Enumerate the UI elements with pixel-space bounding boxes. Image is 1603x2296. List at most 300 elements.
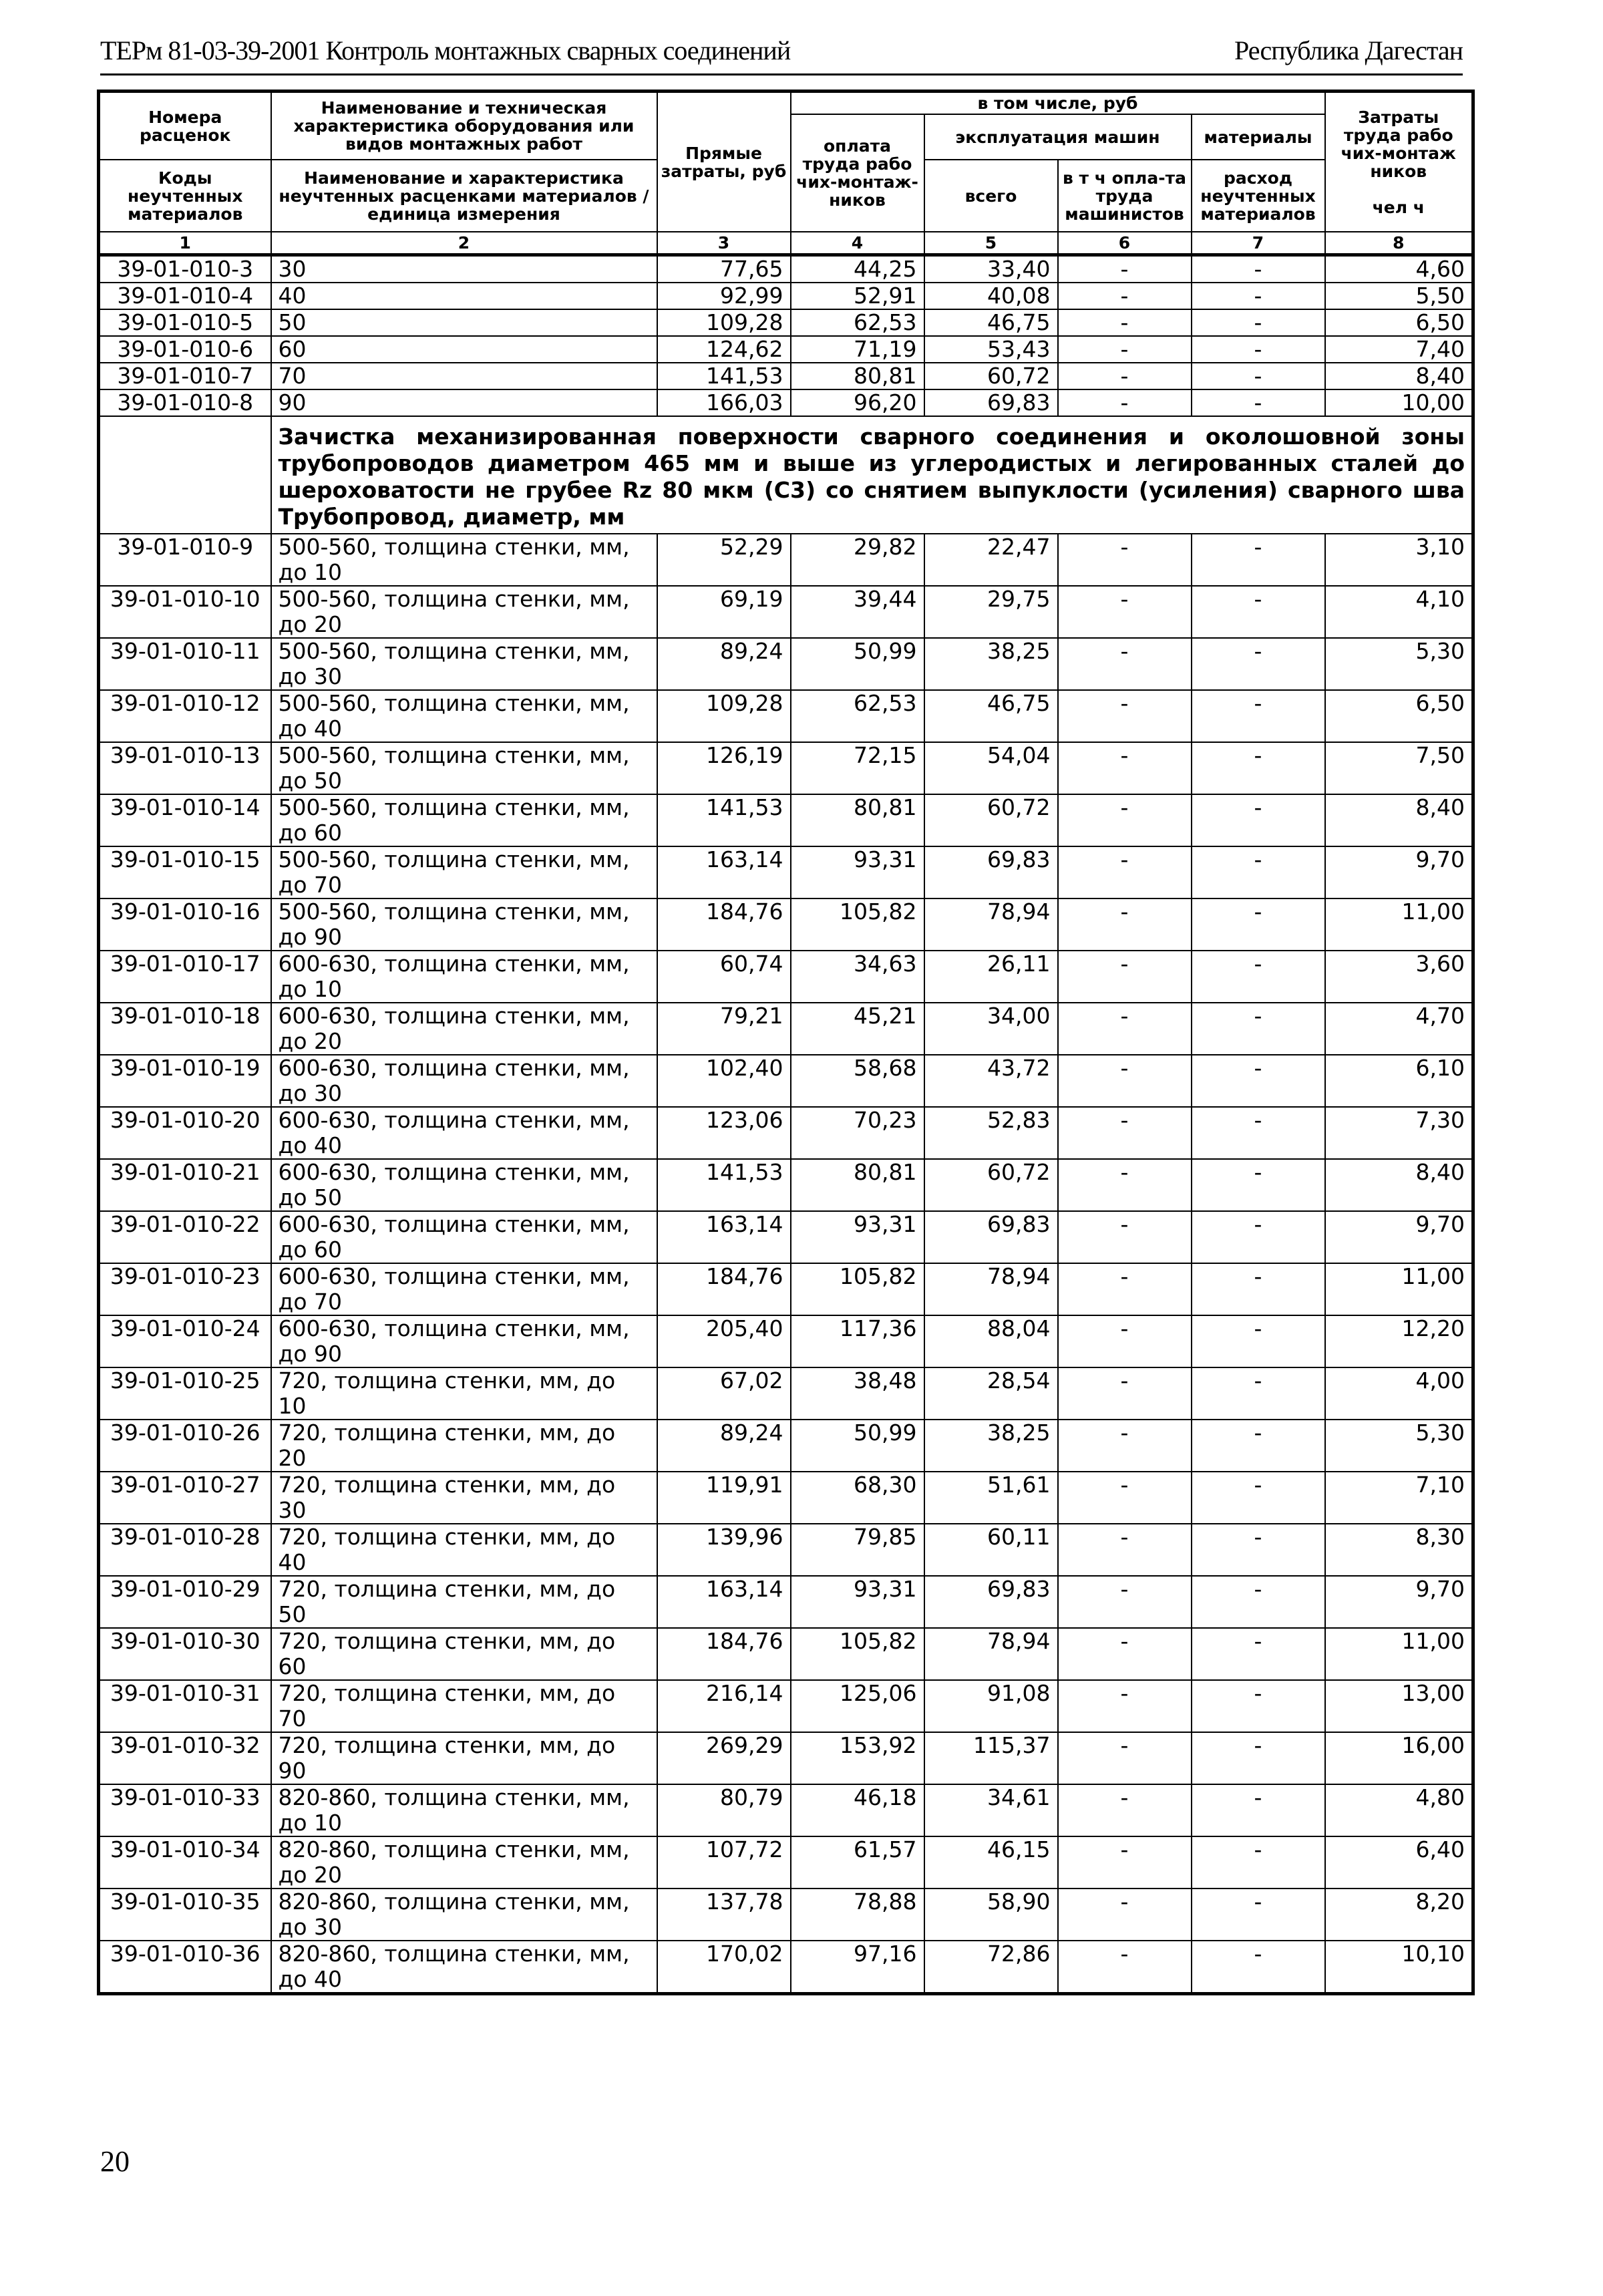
rate-code-cell: 39-01-010-34 — [99, 1836, 271, 1889]
materials-cell: - — [1192, 1628, 1325, 1680]
direct-costs-cell: 166,03 — [657, 389, 791, 416]
work-name-cell: 40 — [271, 283, 657, 309]
machinist-pay-cell: - — [1058, 794, 1192, 846]
direct-costs-cell: 67,02 — [657, 1367, 791, 1420]
machine-costs-cell: 69,83 — [924, 846, 1058, 898]
worker-pay-cell: 52,91 — [791, 283, 924, 309]
table-row — [99, 951, 1473, 1003]
table-row — [99, 1211, 1473, 1263]
materials-cell: - — [1192, 1889, 1325, 1941]
work-name-cell: 720, толщина стенки, мм, до 40 — [271, 1524, 657, 1576]
table-row — [99, 1472, 1473, 1524]
header-direct-costs: Прямые затраты, руб — [657, 92, 791, 232]
machine-costs-cell: 78,94 — [924, 1263, 1058, 1315]
table-row — [99, 638, 1473, 690]
machine-costs-cell: 29,75 — [924, 586, 1058, 638]
work-name-cell: 500-560, толщина стенки, мм, до 60 — [271, 794, 657, 846]
machinist-pay-cell: - — [1058, 951, 1192, 1003]
worker-pay-cell: 125,06 — [791, 1680, 924, 1732]
header-material-codes: Коды неучтенных материалов — [99, 160, 271, 232]
work-name-cell: 720, толщина стенки, мм, до 50 — [271, 1576, 657, 1628]
labor-costs-cell: 11,00 — [1325, 1628, 1473, 1680]
worker-pay-cell: 58,68 — [791, 1055, 924, 1107]
machine-costs-cell: 72,86 — [924, 1941, 1058, 1994]
materials-cell: - — [1192, 255, 1325, 283]
work-name-cell: 720, толщина стенки, мм, до 70 — [271, 1680, 657, 1732]
column-number: 8 — [1325, 232, 1473, 255]
work-name-cell: 720, толщина стенки, мм, до 90 — [271, 1732, 657, 1784]
table-row — [99, 1836, 1473, 1889]
table-row — [99, 336, 1473, 363]
labor-costs-cell: 4,60 — [1325, 255, 1473, 283]
labor-costs-cell: 5,30 — [1325, 638, 1473, 690]
worker-pay-cell: 44,25 — [791, 255, 924, 283]
machine-costs-cell: 78,94 — [924, 898, 1058, 951]
column-number: 4 — [791, 232, 924, 255]
work-name-cell: 720, толщина стенки, мм, до 20 — [271, 1420, 657, 1472]
machinist-pay-cell: - — [1058, 1159, 1192, 1211]
work-name-cell: 60 — [271, 336, 657, 363]
column-numbers-row — [99, 232, 1473, 255]
materials-cell: - — [1192, 1576, 1325, 1628]
rate-code-cell: 39-01-010-11 — [99, 638, 271, 690]
work-name-cell: 600-630, толщина стенки, мм, до 90 — [271, 1315, 657, 1367]
materials-cell: - — [1192, 1107, 1325, 1159]
rate-code-cell: 39-01-010-20 — [99, 1107, 271, 1159]
labor-costs-cell: 7,50 — [1325, 742, 1473, 794]
direct-costs-cell: 163,14 — [657, 1211, 791, 1263]
machine-costs-cell: 26,11 — [924, 951, 1058, 1003]
labor-costs-cell: 10,10 — [1325, 1941, 1473, 1994]
worker-pay-cell: 80,81 — [791, 363, 924, 389]
labor-costs-cell: 7,40 — [1325, 336, 1473, 363]
table-row — [99, 1628, 1473, 1680]
materials-cell: - — [1192, 742, 1325, 794]
rate-code-cell: 39-01-010-25 — [99, 1367, 271, 1420]
header-labor-costs-label: Затраты труда рабо чих-монтаж ников — [1341, 107, 1456, 181]
document-title: ТЕРм 81-03-39-2001 Контроль монтажных сварных соединений — [100, 35, 791, 65]
machinist-pay-cell: - — [1058, 255, 1192, 283]
header-rate-numbers: Номера расценок — [99, 92, 271, 160]
worker-pay-cell: 61,57 — [791, 1836, 924, 1889]
materials-cell: - — [1192, 1159, 1325, 1211]
rate-code-cell: 39-01-010-5 — [99, 309, 271, 336]
labor-costs-cell: 7,10 — [1325, 1472, 1473, 1524]
direct-costs-cell: 170,02 — [657, 1941, 791, 1994]
machine-costs-cell: 88,04 — [924, 1315, 1058, 1367]
labor-costs-cell: 8,40 — [1325, 794, 1473, 846]
direct-costs-cell: 77,65 — [657, 255, 791, 283]
worker-pay-cell: 153,92 — [791, 1732, 924, 1784]
direct-costs-cell: 124,62 — [657, 336, 791, 363]
labor-costs-cell: 7,30 — [1325, 1107, 1473, 1159]
materials-cell: - — [1192, 1211, 1325, 1263]
machine-costs-cell: 38,25 — [924, 1420, 1058, 1472]
column-number: 1 — [99, 232, 271, 255]
table-row — [99, 794, 1473, 846]
materials-cell: - — [1192, 389, 1325, 416]
section-title: Зачистка механизированная поверхности сварного соединения и околошовной зоны трубопроводов диаметром 465 мм и выше из углеродистых и легированных сталей до шероховатости не грубее Rz 80 мкм (С3) со снятием выпуклости (усиления) сварного шва Трубопровод, диаметр, мм — [271, 416, 1473, 534]
rate-code-cell: 39-01-010-19 — [99, 1055, 271, 1107]
labor-costs-cell: 13,00 — [1325, 1680, 1473, 1732]
worker-pay-cell: 93,31 — [791, 1576, 924, 1628]
direct-costs-cell: 141,53 — [657, 363, 791, 389]
direct-costs-cell: 92,99 — [657, 283, 791, 309]
machinist-pay-cell: - — [1058, 336, 1192, 363]
rate-code-cell: 39-01-010-16 — [99, 898, 271, 951]
labor-costs-cell: 8,40 — [1325, 363, 1473, 389]
machinist-pay-cell: - — [1058, 1576, 1192, 1628]
worker-pay-cell: 117,36 — [791, 1315, 924, 1367]
labor-costs-cell: 8,30 — [1325, 1524, 1473, 1576]
rate-code-cell: 39-01-010-32 — [99, 1732, 271, 1784]
worker-pay-cell: 78,88 — [791, 1889, 924, 1941]
machinist-pay-cell: - — [1058, 283, 1192, 309]
materials-cell: - — [1192, 309, 1325, 336]
worker-pay-cell: 105,82 — [791, 1628, 924, 1680]
machinist-pay-cell: - — [1058, 1472, 1192, 1524]
rate-code-cell: 39-01-010-6 — [99, 336, 271, 363]
materials-cell: - — [1192, 1732, 1325, 1784]
materials-cell: - — [1192, 1420, 1325, 1472]
header-materials: материалы — [1192, 114, 1325, 160]
work-name-cell: 600-630, толщина стенки, мм, до 30 — [271, 1055, 657, 1107]
materials-cell: - — [1192, 1055, 1325, 1107]
rate-code-cell: 39-01-010-26 — [99, 1420, 271, 1472]
materials-cell: - — [1192, 1836, 1325, 1889]
machine-costs-cell: 60,72 — [924, 363, 1058, 389]
rate-code-cell: 39-01-010-18 — [99, 1003, 271, 1055]
machinist-pay-cell: - — [1058, 1889, 1192, 1941]
direct-costs-cell: 205,40 — [657, 1315, 791, 1367]
region-name: Республика Дагестан — [1234, 35, 1463, 65]
direct-costs-cell: 141,53 — [657, 1159, 791, 1211]
header-including-group: в том числе, руб — [791, 92, 1325, 115]
rate-code-cell: 39-01-010-21 — [99, 1159, 271, 1211]
work-name-cell: 500-560, толщина стенки, мм, до 90 — [271, 898, 657, 951]
worker-pay-cell: 50,99 — [791, 638, 924, 690]
worker-pay-cell: 105,82 — [791, 1263, 924, 1315]
table-row — [99, 1315, 1473, 1367]
worker-pay-cell: 38,48 — [791, 1367, 924, 1420]
labor-costs-cell: 8,20 — [1325, 1889, 1473, 1941]
work-name-cell: 600-630, толщина стенки, мм, до 40 — [271, 1107, 657, 1159]
header-labor-costs — [1325, 92, 1473, 232]
header-machinist-pay: в т ч опла-та труда машинистов — [1058, 160, 1192, 232]
worker-pay-cell: 97,16 — [791, 1941, 924, 1994]
work-name-cell: 500-560, толщина стенки, мм, до 10 — [271, 534, 657, 586]
worker-pay-cell: 29,82 — [791, 534, 924, 586]
table-row — [99, 898, 1473, 951]
rate-code-cell: 39-01-010-13 — [99, 742, 271, 794]
direct-costs-cell: 163,14 — [657, 1576, 791, 1628]
materials-cell: - — [1192, 898, 1325, 951]
rate-code-cell: 39-01-010-9 — [99, 534, 271, 586]
machinist-pay-cell: - — [1058, 1680, 1192, 1732]
table-row — [99, 534, 1473, 586]
machinist-pay-cell: - — [1058, 534, 1192, 586]
labor-costs-cell: 6,40 — [1325, 1836, 1473, 1889]
labor-costs-cell: 9,70 — [1325, 1576, 1473, 1628]
machinist-pay-cell: - — [1058, 1524, 1192, 1576]
machinist-pay-cell: - — [1058, 309, 1192, 336]
machine-costs-cell: 34,00 — [924, 1003, 1058, 1055]
rate-code-cell: 39-01-010-7 — [99, 363, 271, 389]
machinist-pay-cell: - — [1058, 1836, 1192, 1889]
direct-costs-cell: 216,14 — [657, 1680, 791, 1732]
work-name-cell: 500-560, толщина стенки, мм, до 40 — [271, 690, 657, 742]
rate-code-cell: 39-01-010-15 — [99, 846, 271, 898]
worker-pay-cell: 46,18 — [791, 1784, 924, 1836]
work-name-cell: 720, толщина стенки, мм, до 60 — [271, 1628, 657, 1680]
direct-costs-cell: 109,28 — [657, 309, 791, 336]
machinist-pay-cell: - — [1058, 846, 1192, 898]
column-number: 6 — [1058, 232, 1192, 255]
materials-cell: - — [1192, 1941, 1325, 1994]
machinist-pay-cell: - — [1058, 1941, 1192, 1994]
rate-code-cell: 39-01-010-31 — [99, 1680, 271, 1732]
labor-costs-cell: 5,30 — [1325, 1420, 1473, 1472]
work-name-cell: 500-560, толщина стенки, мм, до 70 — [271, 846, 657, 898]
table-row — [99, 1941, 1473, 1994]
machine-costs-cell: 22,47 — [924, 534, 1058, 586]
direct-costs-cell: 123,06 — [657, 1107, 791, 1159]
worker-pay-cell: 62,53 — [791, 309, 924, 336]
page-number: 20 — [100, 2145, 130, 2178]
rate-code-cell: 39-01-010-8 — [99, 389, 271, 416]
header-labor-unit: чел ч — [1372, 197, 1425, 217]
table-row — [99, 1055, 1473, 1107]
table-body-bottom — [99, 534, 1473, 1994]
table-row — [99, 1576, 1473, 1628]
machine-costs-cell: 69,83 — [924, 1576, 1058, 1628]
work-name-cell: 600-630, толщина стенки, мм, до 10 — [271, 951, 657, 1003]
materials-cell: - — [1192, 1524, 1325, 1576]
work-name-cell: 600-630, толщина стенки, мм, до 70 — [271, 1263, 657, 1315]
direct-costs-cell: 109,28 — [657, 690, 791, 742]
table-row — [99, 255, 1473, 283]
rate-code-cell: 39-01-010-27 — [99, 1472, 271, 1524]
machine-costs-cell: 34,61 — [924, 1784, 1058, 1836]
machinist-pay-cell: - — [1058, 363, 1192, 389]
rate-code-cell: 39-01-010-12 — [99, 690, 271, 742]
table-row — [99, 1003, 1473, 1055]
work-name-cell: 720, толщина стенки, мм, до 30 — [271, 1472, 657, 1524]
rate-code-cell: 39-01-010-17 — [99, 951, 271, 1003]
materials-cell: - — [1192, 846, 1325, 898]
rate-code-cell: 39-01-010-22 — [99, 1211, 271, 1263]
table-row — [99, 1367, 1473, 1420]
table-row — [99, 1889, 1473, 1941]
section-code-cell — [99, 416, 271, 534]
machinist-pay-cell: - — [1058, 1367, 1192, 1420]
rate-code-cell: 39-01-010-35 — [99, 1889, 271, 1941]
labor-costs-cell: 9,70 — [1325, 846, 1473, 898]
header-material-name: Наименование и характеристика неучтенных расценками материалов / единица измерения — [271, 160, 657, 232]
work-name-cell: 600-630, толщина стенки, мм, до 60 — [271, 1211, 657, 1263]
machine-costs-cell: 40,08 — [924, 283, 1058, 309]
section-block — [99, 416, 1473, 534]
machinist-pay-cell: - — [1058, 1784, 1192, 1836]
work-name-cell: 500-560, толщина стенки, мм, до 50 — [271, 742, 657, 794]
direct-costs-cell: 89,24 — [657, 638, 791, 690]
machine-costs-cell: 60,72 — [924, 794, 1058, 846]
table-row — [99, 309, 1473, 336]
table-row — [99, 586, 1473, 638]
rate-code-cell: 39-01-010-3 — [99, 255, 271, 283]
direct-costs-cell: 126,19 — [657, 742, 791, 794]
machine-costs-cell: 46,75 — [924, 309, 1058, 336]
labor-costs-cell: 6,10 — [1325, 1055, 1473, 1107]
worker-pay-cell: 105,82 — [791, 898, 924, 951]
labor-costs-cell: 4,70 — [1325, 1003, 1473, 1055]
labor-costs-cell: 12,20 — [1325, 1315, 1473, 1367]
work-name-cell: 90 — [271, 389, 657, 416]
direct-costs-cell: 119,91 — [657, 1472, 791, 1524]
worker-pay-cell: 34,63 — [791, 951, 924, 1003]
column-number: 2 — [271, 232, 657, 255]
machinist-pay-cell: - — [1058, 638, 1192, 690]
direct-costs-cell: 141,53 — [657, 794, 791, 846]
work-name-cell: 50 — [271, 309, 657, 336]
materials-cell: - — [1192, 534, 1325, 586]
table-row — [99, 283, 1473, 309]
table-row — [99, 1524, 1473, 1576]
column-number: 3 — [657, 232, 791, 255]
materials-cell: - — [1192, 1003, 1325, 1055]
rate-code-cell: 39-01-010-36 — [99, 1941, 271, 1994]
table-row — [99, 389, 1473, 416]
machinist-pay-cell: - — [1058, 1055, 1192, 1107]
worker-pay-cell: 50,99 — [791, 1420, 924, 1472]
table-row — [99, 690, 1473, 742]
materials-cell: - — [1192, 1680, 1325, 1732]
labor-costs-cell: 4,80 — [1325, 1784, 1473, 1836]
direct-costs-cell: 60,74 — [657, 951, 791, 1003]
machine-costs-cell: 43,72 — [924, 1055, 1058, 1107]
machine-costs-cell: 91,08 — [924, 1680, 1058, 1732]
direct-costs-cell: 79,21 — [657, 1003, 791, 1055]
machine-costs-cell: 54,04 — [924, 742, 1058, 794]
header-material-consumption: расход неучтенных материалов — [1192, 160, 1325, 232]
table-row — [99, 1680, 1473, 1732]
direct-costs-cell: 89,24 — [657, 1420, 791, 1472]
header-work-name: Наименование и техническая характеристика оборудования или видов монтажных работ — [271, 92, 657, 160]
worker-pay-cell: 39,44 — [791, 586, 924, 638]
work-name-cell: 70 — [271, 363, 657, 389]
machinist-pay-cell: - — [1058, 1211, 1192, 1263]
labor-costs-cell: 11,00 — [1325, 1263, 1473, 1315]
machinist-pay-cell: - — [1058, 1315, 1192, 1367]
rate-code-cell: 39-01-010-28 — [99, 1524, 271, 1576]
materials-cell: - — [1192, 794, 1325, 846]
materials-cell: - — [1192, 1784, 1325, 1836]
table-row — [99, 1732, 1473, 1784]
materials-cell: - — [1192, 363, 1325, 389]
rate-code-cell: 39-01-010-33 — [99, 1784, 271, 1836]
rate-code-cell: 39-01-010-23 — [99, 1263, 271, 1315]
machinist-pay-cell: - — [1058, 1263, 1192, 1315]
machine-costs-cell: 58,90 — [924, 1889, 1058, 1941]
machinist-pay-cell: - — [1058, 1420, 1192, 1472]
machine-costs-cell: 33,40 — [924, 255, 1058, 283]
direct-costs-cell: 184,76 — [657, 898, 791, 951]
materials-cell: - — [1192, 951, 1325, 1003]
machinist-pay-cell: - — [1058, 1732, 1192, 1784]
machine-costs-cell: 51,61 — [924, 1472, 1058, 1524]
materials-cell: - — [1192, 1472, 1325, 1524]
direct-costs-cell: 184,76 — [657, 1628, 791, 1680]
table-row — [99, 742, 1473, 794]
labor-costs-cell: 11,00 — [1325, 898, 1473, 951]
machinist-pay-cell: - — [1058, 586, 1192, 638]
machine-costs-cell: 38,25 — [924, 638, 1058, 690]
worker-pay-cell: 68,30 — [791, 1472, 924, 1524]
column-number: 7 — [1192, 232, 1325, 255]
work-name-cell: 820-860, толщина стенки, мм, до 10 — [271, 1784, 657, 1836]
table-row — [99, 1420, 1473, 1472]
labor-costs-cell: 6,50 — [1325, 309, 1473, 336]
work-name-cell: 600-630, толщина стенки, мм, до 50 — [271, 1159, 657, 1211]
rate-code-cell: 39-01-010-10 — [99, 586, 271, 638]
materials-cell: - — [1192, 283, 1325, 309]
direct-costs-cell: 184,76 — [657, 1263, 791, 1315]
labor-costs-cell: 8,40 — [1325, 1159, 1473, 1211]
column-number: 5 — [924, 232, 1058, 255]
worker-pay-cell: 70,23 — [791, 1107, 924, 1159]
labor-costs-cell: 4,00 — [1325, 1367, 1473, 1420]
direct-costs-cell: 107,72 — [657, 1836, 791, 1889]
worker-pay-cell: 72,15 — [791, 742, 924, 794]
table-body-top — [99, 255, 1473, 417]
direct-costs-cell: 269,29 — [657, 1732, 791, 1784]
machine-costs-cell: 28,54 — [924, 1367, 1058, 1420]
worker-pay-cell: 96,20 — [791, 389, 924, 416]
machine-costs-cell: 60,72 — [924, 1159, 1058, 1211]
machinist-pay-cell: - — [1058, 898, 1192, 951]
section-row — [99, 416, 1473, 534]
machine-costs-cell: 46,75 — [924, 690, 1058, 742]
labor-costs-cell: 10,00 — [1325, 389, 1473, 416]
labor-costs-cell: 9,70 — [1325, 1211, 1473, 1263]
table-row — [99, 1784, 1473, 1836]
direct-costs-cell: 139,96 — [657, 1524, 791, 1576]
machinist-pay-cell: - — [1058, 1107, 1192, 1159]
worker-pay-cell: 80,81 — [791, 794, 924, 846]
header-worker-pay: оплата труда рабо чих-монтаж-ников — [791, 114, 924, 232]
materials-cell: - — [1192, 690, 1325, 742]
work-name-cell: 30 — [271, 255, 657, 283]
materials-cell: - — [1192, 336, 1325, 363]
machine-costs-cell: 46,15 — [924, 1836, 1058, 1889]
machine-costs-cell: 115,37 — [924, 1732, 1058, 1784]
worker-pay-cell: 93,31 — [791, 846, 924, 898]
running-header — [100, 31, 1463, 75]
machine-costs-cell: 52,83 — [924, 1107, 1058, 1159]
materials-cell: - — [1192, 1367, 1325, 1420]
labor-costs-cell: 5,50 — [1325, 283, 1473, 309]
materials-cell: - — [1192, 1315, 1325, 1367]
table-row — [99, 1159, 1473, 1211]
rates-table — [97, 90, 1475, 1995]
work-name-cell: 820-860, толщина стенки, мм, до 30 — [271, 1889, 657, 1941]
work-name-cell: 600-630, толщина стенки, мм, до 20 — [271, 1003, 657, 1055]
table-row — [99, 1107, 1473, 1159]
machine-costs-cell: 69,83 — [924, 389, 1058, 416]
work-name-cell: 500-560, толщина стенки, мм, до 30 — [271, 638, 657, 690]
worker-pay-cell: 93,31 — [791, 1211, 924, 1263]
table-row — [99, 1263, 1473, 1315]
